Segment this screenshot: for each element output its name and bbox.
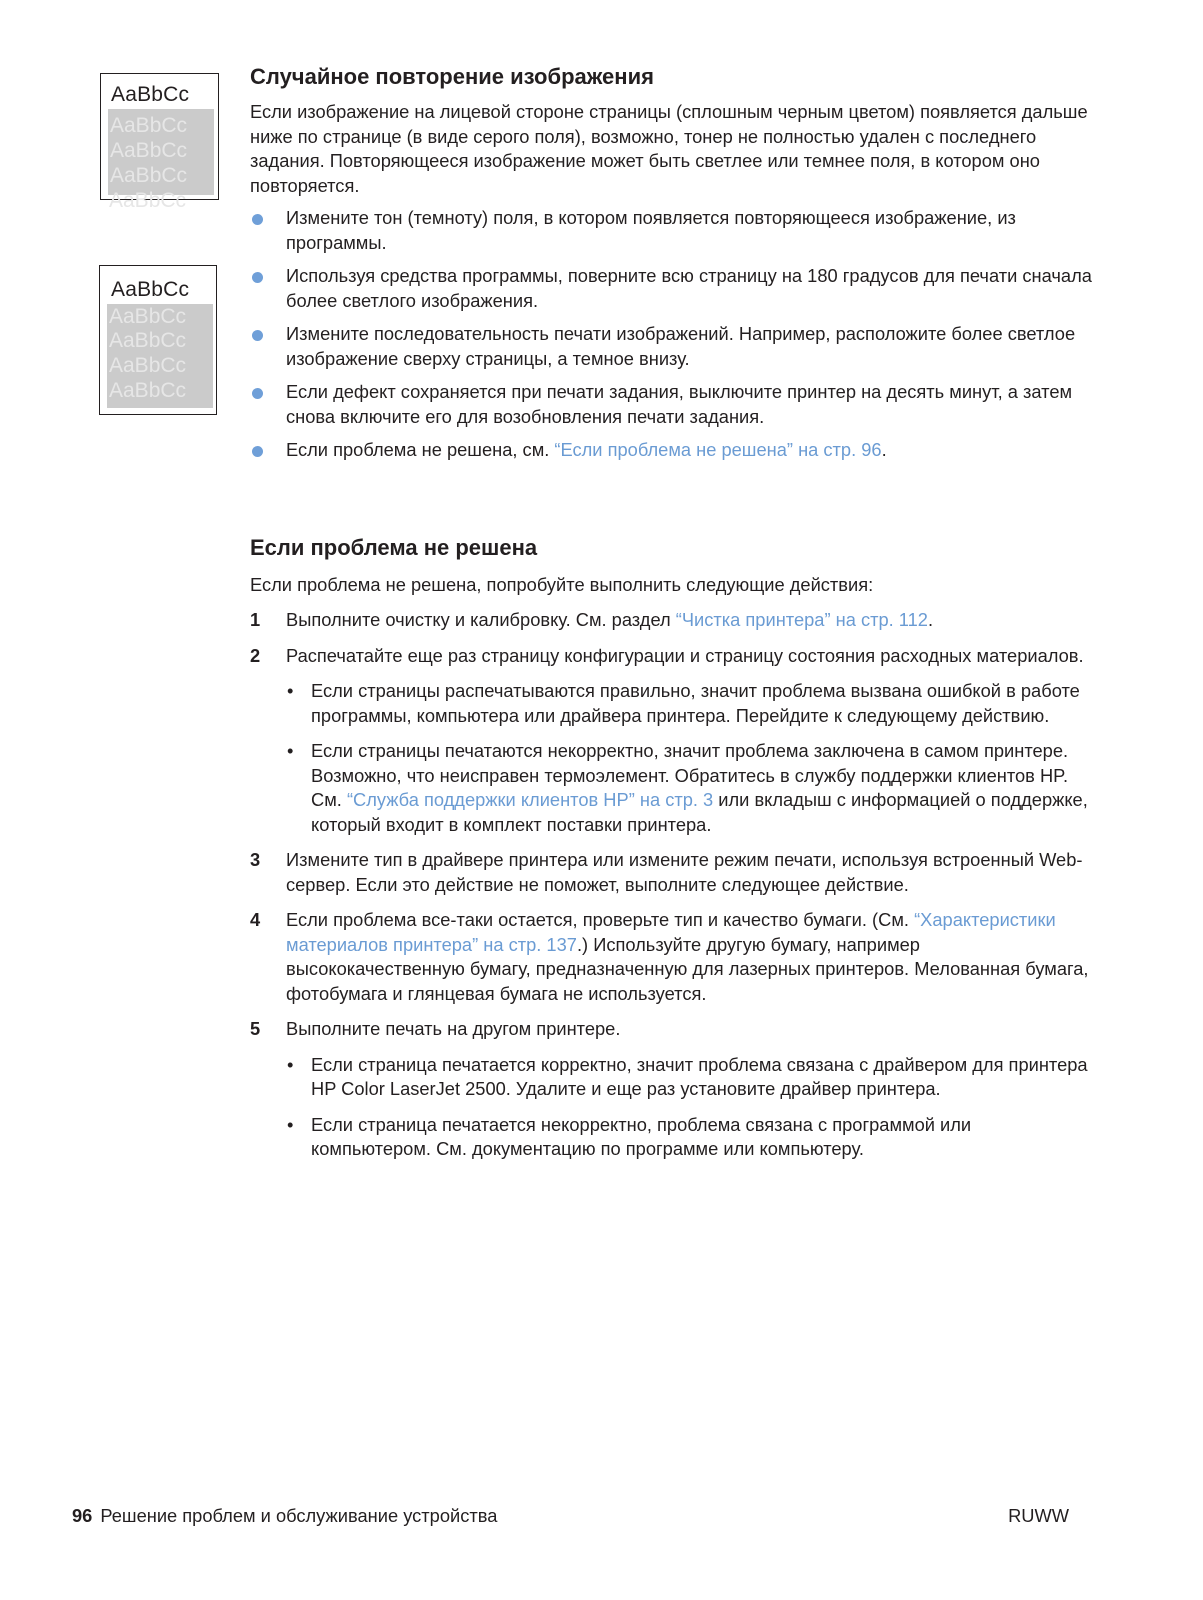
section-intro: Если изображение на лицевой стороне страницы (сплошным черным цветом) появляется дальше ниже по странице (в виде серого поля), возможно, тонер не полностью удален с последнего задания. Повторяющееся изображение может быть светлее или темнее поля, в котором оно повторяется. xyxy=(250,101,1088,196)
bullet-dot-icon xyxy=(252,214,263,225)
sub-bullet-item: • Если страницы печатаются некорректно, значит проблема заключена в самом принтере. Возможно, что неисправен термоэлемент. Обратитесь в службу поддержки клиентов HP. См. “Служба поддержки клиентов HP” на стр. 3 или вкладыш с информацией о поддержке, который входит в комплект поставки принтера. xyxy=(287,740,1088,835)
cross-reference-link[interactable]: “Служба поддержки клиентов HP” на стр. 3 xyxy=(346,789,714,810)
sample-text: AaBbCc xyxy=(111,278,190,301)
sub-bullet-item: • Если страница печатается корректно, значит проблема связана с драйвером для принтера HP Color LaserJet 2500. Удалите и еще раз установите драйвер принтера. xyxy=(287,1053,1088,1099)
list-item: Измените тон (темноту) поля, в котором появляется повторяющееся изображение, из программы. xyxy=(250,206,1095,255)
section-title-repeat-image: Случайное повторение изображения xyxy=(250,64,654,89)
ghost-text: AaBbCc xyxy=(109,305,187,328)
ghost-text: AaBbCc xyxy=(110,114,188,137)
ghost-text: AaBbCc xyxy=(109,379,187,402)
step-number: 1 xyxy=(250,609,261,630)
repeat-image-sample-1 xyxy=(100,73,219,200)
bullet-dot-icon xyxy=(252,330,263,341)
step-number: 2 xyxy=(250,644,261,666)
bullet-dot-icon xyxy=(252,446,263,457)
step-number: 4 xyxy=(250,909,261,930)
cross-reference-link[interactable]: “Если проблема не решена” на стр. 96 xyxy=(554,439,882,460)
page-number: 96 xyxy=(72,1505,93,1526)
sub-bullet-icon: • xyxy=(287,1053,294,1075)
step-1: 1 Выполните очистку и калибровку. См. раздел “Чистка принтера” на стр. 112. xyxy=(250,608,1095,633)
ghost-text: AaBbCc xyxy=(110,164,188,187)
list-item: Если дефект сохраняется при печати задания, выключите принтер на десять минут, а затем снова включите его для возобновления печати задания. xyxy=(250,380,1095,429)
sub-bullet-icon: • xyxy=(287,740,294,761)
document-code: RUWW xyxy=(1008,1505,1069,1526)
sub-bullet-icon: • xyxy=(287,680,294,701)
step-number: 3 xyxy=(250,849,261,870)
step-number: 5 xyxy=(250,1018,261,1039)
list-item: Измените последовательность печати изображений. Например, расположите более светлое изображение сверху страницы, а темное внизу. xyxy=(250,322,1095,371)
chapter-title: Решение проблем и обслуживание устройства xyxy=(100,1505,498,1526)
step-2: 2 Распечатайте еще раз страницу конфигурации и страницу состояния расходных материалов. xyxy=(250,644,1095,669)
bullet-dot-icon xyxy=(252,388,263,399)
ghost-text: AaBbCc xyxy=(110,139,188,162)
section-intro: Если проблема не решена, попробуйте выполнить следующие действия: xyxy=(250,573,874,595)
list-item: Используя средства программы, поверните всю страницу на 180 градусов для печати сначала более светлого изображения. xyxy=(250,264,1095,313)
page-footer xyxy=(72,1504,1069,1528)
cross-reference-link[interactable]: “Характеристики материалов принтера” на стр. 137 xyxy=(286,909,1056,955)
sub-bullet-icon: • xyxy=(287,1113,294,1135)
ghost-text-last: AaBbCc xyxy=(109,189,187,212)
step-4: 4 Если проблема все-таки остается, проверьте тип и качество бумаги. (См. “Характеристики материалов принтера” на стр. 137.) Используйте другую бумагу, например высококачественную бумагу, предназначенную для лазерных принтеров. Мелованная бумага, фотобумага и глянцевая бумага не используется. xyxy=(250,909,1089,1004)
ghost-text: AaBbCc xyxy=(109,354,187,377)
step-5: 5 Выполните печать на другом принтере. xyxy=(250,1017,1095,1042)
ghost-text: AaBbCc xyxy=(109,329,187,352)
list-item: Если проблема не решена, см. “Если проблема не решена” на стр. 96. xyxy=(250,438,1095,463)
sample-text: AaBbCc xyxy=(111,83,190,106)
sub-bullet-item: • Если страницы распечатываются правильно, значит проблема вызвана ошибкой в работе программы, компьютера или драйвера принтера. Перейдите к следующему действию. xyxy=(287,680,1080,726)
sub-bullet-item: • Если страница печатается некорректно, проблема связана с программой или компьютером. См. документацию по программе или компьютеру. xyxy=(287,1113,972,1159)
bullet-list xyxy=(250,206,1095,463)
repeat-image-sample-2 xyxy=(99,265,217,415)
cross-reference-link[interactable]: “Чистка принтера” на стр. 112 xyxy=(675,609,928,630)
step-3: 3 Измените тип в драйвере принтера или измените режим печати, используя встроенный Web-сервер. Если это действие не поможет, выполните следующее действие. xyxy=(250,849,1083,895)
bullet-dot-icon xyxy=(252,272,263,283)
main-content xyxy=(250,62,1095,1162)
section-title-problem-not-solved: Если проблема не решена xyxy=(250,534,538,560)
